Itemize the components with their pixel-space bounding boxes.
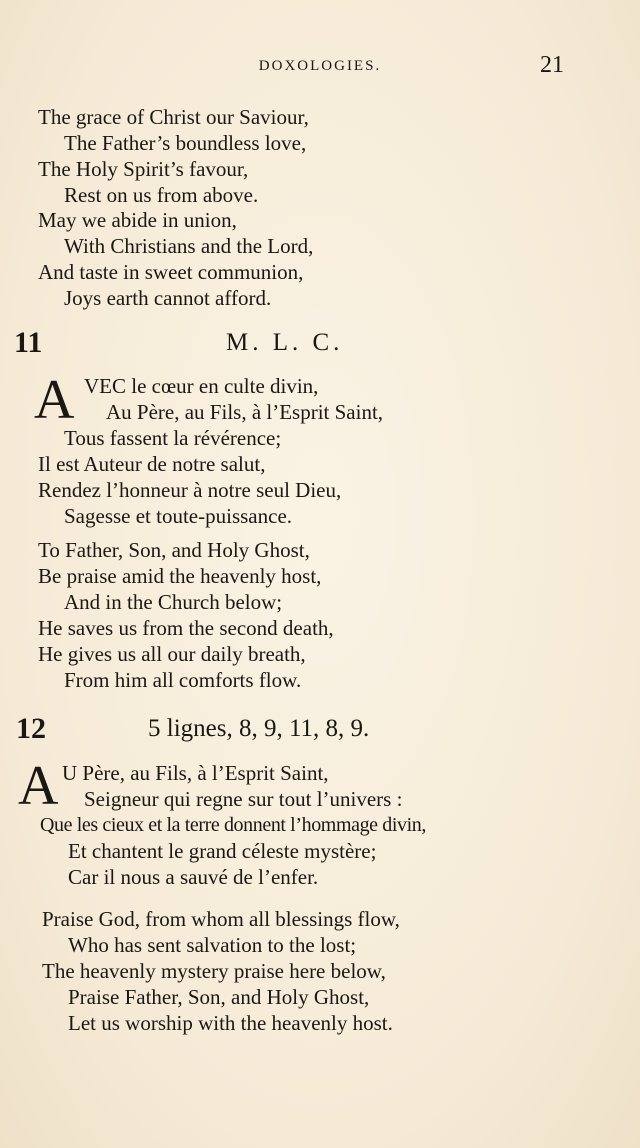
hymn-11-fr-line-4: Il est Auteur de notre salut, (38, 452, 266, 476)
hymn-11-number: 11 (14, 326, 43, 359)
verse-top-line-6: With Christians and the Lord, (64, 234, 314, 258)
hymn-11-en-line-6: From him all comforts flow. (64, 668, 302, 692)
hymn-11-fr-line-1: VEC le cœur en culte divin, (84, 374, 319, 398)
hymn-12-number: 12 (16, 712, 46, 745)
hymn-11-meter: M. L. C. (226, 329, 344, 356)
verse-top-line-7: And taste in sweet communion, (38, 260, 304, 284)
hymn-12-drop-cap: A (18, 755, 59, 817)
hymn-12-meter: 5 lignes, 8, 9, 11, 8, 9. (148, 715, 370, 742)
hymn-11-fr-line-6: Sagesse et toute-puissance. (64, 504, 293, 528)
verse-top-line-1: The grace of Christ our Saviour, (38, 105, 309, 129)
hymn-12-en-line-1: Praise God, from whom all blessings flow, (42, 907, 400, 931)
hymn-12-en-line-4: Praise Father, Son, and Holy Ghost, (68, 985, 370, 1009)
hymn-12-fr-line-5: Car il nous a sauvé de l’enfer. (68, 865, 319, 889)
hymn-12-fr-line-3: Que les cieux et la terre donnent l’hommage divin, (40, 814, 426, 836)
hymn-11-en-line-5: He gives us all our daily breath, (38, 642, 306, 666)
hymn-12-fr-line-4: Et chantent le grand céleste mystère; (68, 839, 377, 863)
page-number: 21 (540, 52, 564, 78)
verse-top-line-5: May we abide in union, (38, 208, 237, 232)
verse-top-line-3: The Holy Spirit’s favour, (38, 157, 249, 181)
running-header-title: DOXOLOGIES. (258, 58, 382, 74)
hymn-12-fr-line-2: Seigneur qui regne sur tout l’univers : (84, 787, 403, 811)
hymn-12-fr-line-1: U Père, au Fils, à l’Esprit Saint, (62, 761, 329, 785)
hymn-12-en-line-3: The heavenly mystery praise here below, (42, 959, 386, 983)
hymn-11-en-line-4: He saves us from the second death, (38, 616, 334, 640)
hymn-11-en-line-3: And in the Church below; (64, 590, 283, 614)
hymn-12-en-line-5: Let us worship with the heavenly host. (68, 1011, 393, 1035)
hymn-11-drop-cap: A (34, 369, 75, 431)
hymn-12-en-line-2: Who has sent salvation to the lost; (68, 933, 357, 957)
verse-top-line-4: Rest on us from above. (64, 183, 259, 207)
verse-top-line-8: Joys earth cannot afford. (64, 286, 272, 310)
hymn-11-fr-line-2: Au Père, au Fils, à l’Esprit Saint, (106, 400, 384, 424)
hymn-11-fr-line-3: Tous fassent la révérence; (64, 426, 282, 450)
hymn-11-en-line-2: Be praise amid the heavenly host, (38, 564, 322, 588)
hymn-11-en-line-1: To Father, Son, and Holy Ghost, (38, 538, 310, 562)
hymn-11-fr-line-5: Rendez l’honneur à notre seul Dieu, (38, 478, 342, 502)
verse-top-line-2: The Father’s boundless love, (64, 131, 307, 155)
